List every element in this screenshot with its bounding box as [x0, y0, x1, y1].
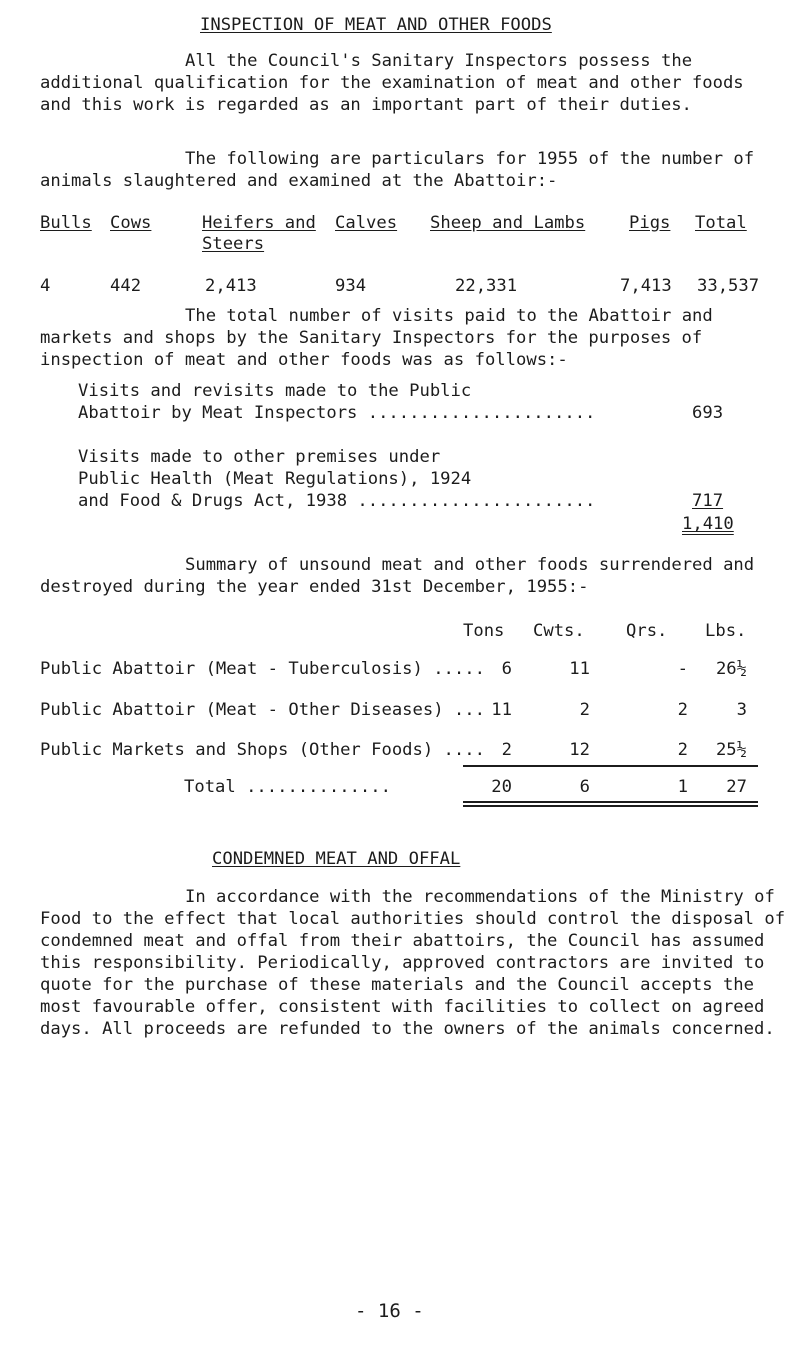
row-qrs: 2: [677, 700, 688, 720]
section-heading: CONDEMNED MEAT AND OFFAL: [212, 849, 461, 869]
cows-value: 442: [110, 276, 142, 296]
visit-item-2-value: 717: [692, 491, 724, 511]
row-label: Public Markets and Shops (Other Foods) ....: [40, 740, 485, 760]
col-lbs: Lbs.: [705, 621, 747, 641]
row-label: Public Abattoir (Meat - Other Diseases) ...: [40, 700, 485, 720]
visit-item-2-line-1: Visits made to other premises under: [78, 447, 441, 467]
page-title: INSPECTION OF MEAT AND OTHER FOODS: [200, 15, 552, 35]
col-heifers: Heifers and: [202, 213, 316, 233]
animals-intro-paragraph: The following are particulars for 1955 of the number of animals slaughtered and examined at the Abattoir:-: [40, 149, 755, 191]
visit-item-1-line-1: Visits and revisits made to the Public: [78, 381, 472, 401]
row-cwts: 2: [579, 700, 590, 720]
total-rule-bottom: [463, 805, 758, 807]
total-value: 33,537: [697, 276, 760, 296]
total-label: Total ..............: [184, 777, 391, 797]
col-steers: Steers: [202, 234, 265, 254]
col-sheep-lambs: Sheep and Lambs: [430, 213, 586, 233]
pigs-value: 7,413: [620, 276, 672, 296]
total-qrs: 1: [677, 777, 688, 797]
col-bulls: Bulls: [40, 213, 92, 233]
intro-paragraph: All the Council's Sanitary Inspectors possess the additional qualification for the examination of meat and other foods and this work is regarded as an important part of their duties.: [40, 51, 744, 115]
condemned-paragraph: In accordance with the recommendations of the Ministry of Food to the effect that local authorities should control the disposal of condemned meat and offal from their abattoirs, the Council has assumed this responsibility. Periodically, approved contractors are invited to quote for the purchase of these materials and the Council accepts the most favourable offer, consistent with facilities to collect on agreed days. All proceeds are refunded to the owners of the animals concerned.: [40, 887, 786, 1039]
row-tons: 11: [491, 700, 512, 720]
row-lbs: 3: [736, 700, 747, 720]
row-lbs: 26½: [715, 659, 747, 679]
page-number: - 16 -: [355, 1300, 424, 1322]
col-qrs: Qrs.: [626, 621, 668, 641]
row-tons: 2: [501, 740, 512, 760]
col-total: Total: [695, 213, 747, 233]
total-cwts: 6: [579, 777, 590, 797]
heifers-value: 2,413: [205, 276, 257, 296]
visit-item-2-line-3: and Food & Drugs Act, 1938 .......................: [78, 491, 596, 511]
row-qrs: 2: [677, 740, 688, 760]
sheep-value: 22,331: [455, 276, 518, 296]
subtotal-rule: [463, 765, 758, 767]
table-row-total: [52, 776, 772, 800]
calves-value: 934: [335, 276, 367, 296]
visits-paragraph: The total number of visits paid to the Abattoir and markets and shops by the Sanitary Inspectors for the purposes of inspection of meat and other foods was as follows:-: [40, 306, 713, 370]
col-calves: Calves: [335, 213, 398, 233]
table-row: [40, 658, 772, 682]
row-qrs: -: [677, 659, 688, 679]
row-label: Public Abattoir (Meat - Tuberculosis) .....: [40, 659, 485, 679]
visit-item-1-value: 693: [692, 403, 724, 423]
row-lbs: 25½: [715, 740, 747, 760]
total-lbs: 27: [726, 777, 747, 797]
total-tons: 20: [491, 777, 512, 797]
bulls-value: 4: [40, 276, 51, 296]
total-rule-top: [463, 801, 758, 803]
table-row: [40, 739, 772, 763]
col-cwts: Cwts.: [533, 621, 585, 641]
col-tons: Tons: [463, 621, 505, 641]
col-pigs: Pigs: [629, 213, 671, 233]
summary-paragraph: Summary of unsound meat and other foods surrendered and destroyed during the year ended 31st December, 1955:-: [40, 555, 755, 597]
visit-item-1-line-2: Abattoir by Meat Inspectors ......................: [78, 403, 596, 423]
visit-item-2-line-2: Public Health (Meat Regulations), 1924: [78, 469, 472, 489]
row-tons: 6: [501, 659, 512, 679]
col-cows: Cows: [110, 213, 152, 233]
row-cwts: 11: [569, 659, 590, 679]
visits-total: 1,410: [682, 514, 734, 534]
table-row: [40, 699, 772, 723]
row-cwts: 12: [569, 740, 590, 760]
